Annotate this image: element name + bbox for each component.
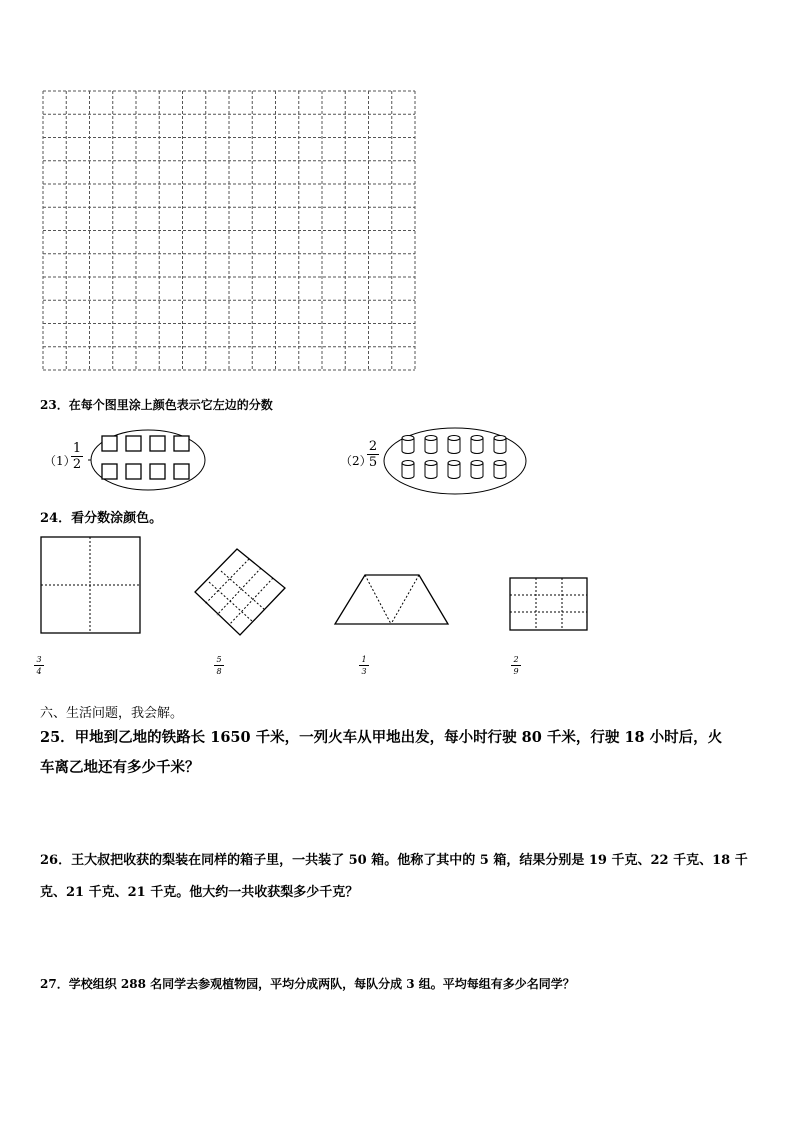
cylinder-8[interactable] [448,461,460,479]
dotted-grid [0,0,794,380]
square-3[interactable] [150,436,165,451]
q24-shape-diamond[interactable] [193,547,303,647]
q23-shape-cylinders [383,426,533,496]
fraction-numerator: 1 [361,655,367,664]
cylinder-10[interactable] [494,461,506,479]
q24-shape-square[interactable] [40,536,150,646]
cylinder-1[interactable] [402,436,414,454]
fraction-numerator: 2 [368,439,378,454]
fraction-numerator: 3 [36,655,42,664]
fraction-denominator: 4 [36,667,42,676]
q24-fraction-1 [33,655,45,676]
fraction-denominator: 5 [368,455,378,470]
q23-part2-label: （2） [340,454,372,468]
question-25-line-1: 25．甲地到乙地的铁路长 1650 千米，一列火车从甲地出发，每小时行驶 80 千米，行驶 18 小时后，火 [40,729,723,746]
cylinder-6[interactable] [402,461,414,479]
question-27-text: 27．学校组织 288 名同学去参观植物园，平均分成两队，每队分成 3 组。平均每组有多少名同学？ [40,977,575,991]
cylinder-5[interactable] [494,436,506,454]
question-25-line-2: 车离乙地还有多少千米？ [40,759,200,776]
q23-part1-label: （1） [44,454,76,468]
q24-shape-rectangle[interactable] [509,577,599,637]
q24-fraction-2 [213,655,225,676]
square-5[interactable] [102,464,117,479]
fraction-denominator: 9 [513,667,519,676]
fraction-denominator: 3 [361,667,367,676]
cylinder-3[interactable] [448,436,460,454]
cylinder-2[interactable] [425,436,437,454]
question-26-line-1: 26．王大叔把收获的梨装在同样的箱子里，一共装了 50 箱。他称了其中的 5 箱，结果分别是 19 千克、22 千克、18 千 [40,853,748,868]
q24-fraction-3 [358,655,370,676]
fraction-denominator: 8 [216,667,222,676]
fraction-numerator: 2 [513,655,519,664]
square-4[interactable] [174,436,189,451]
fraction-numerator: 1 [72,441,82,456]
cylinder-9[interactable] [471,461,483,479]
fraction-numerator: 5 [216,655,222,664]
question-26-line-2: 克、21 千克、21 千克。他大约一共收获梨多少千克？ [40,885,359,900]
q23-part2-fraction [366,439,380,470]
question-24-text: 24．看分数涂颜色。 [40,511,163,526]
square-1[interactable] [102,436,117,451]
cylinder-4[interactable] [471,436,483,454]
q23-shape-squares [84,428,214,492]
q24-shape-trapezoid[interactable] [334,574,454,634]
q23-part1-fraction [70,441,84,472]
q24-fraction-4 [510,655,522,676]
cylinder-7[interactable] [425,461,437,479]
square-2[interactable] [126,436,141,451]
square-8[interactable] [174,464,189,479]
fraction-denominator: 2 [72,457,82,472]
square-6[interactable] [126,464,141,479]
question-23-text: 23．在每个图里涂上颜色表示它左边的分数 [40,398,273,412]
section-6-heading: 六、生活问题，我会解。 [40,706,184,721]
square-7[interactable] [150,464,165,479]
